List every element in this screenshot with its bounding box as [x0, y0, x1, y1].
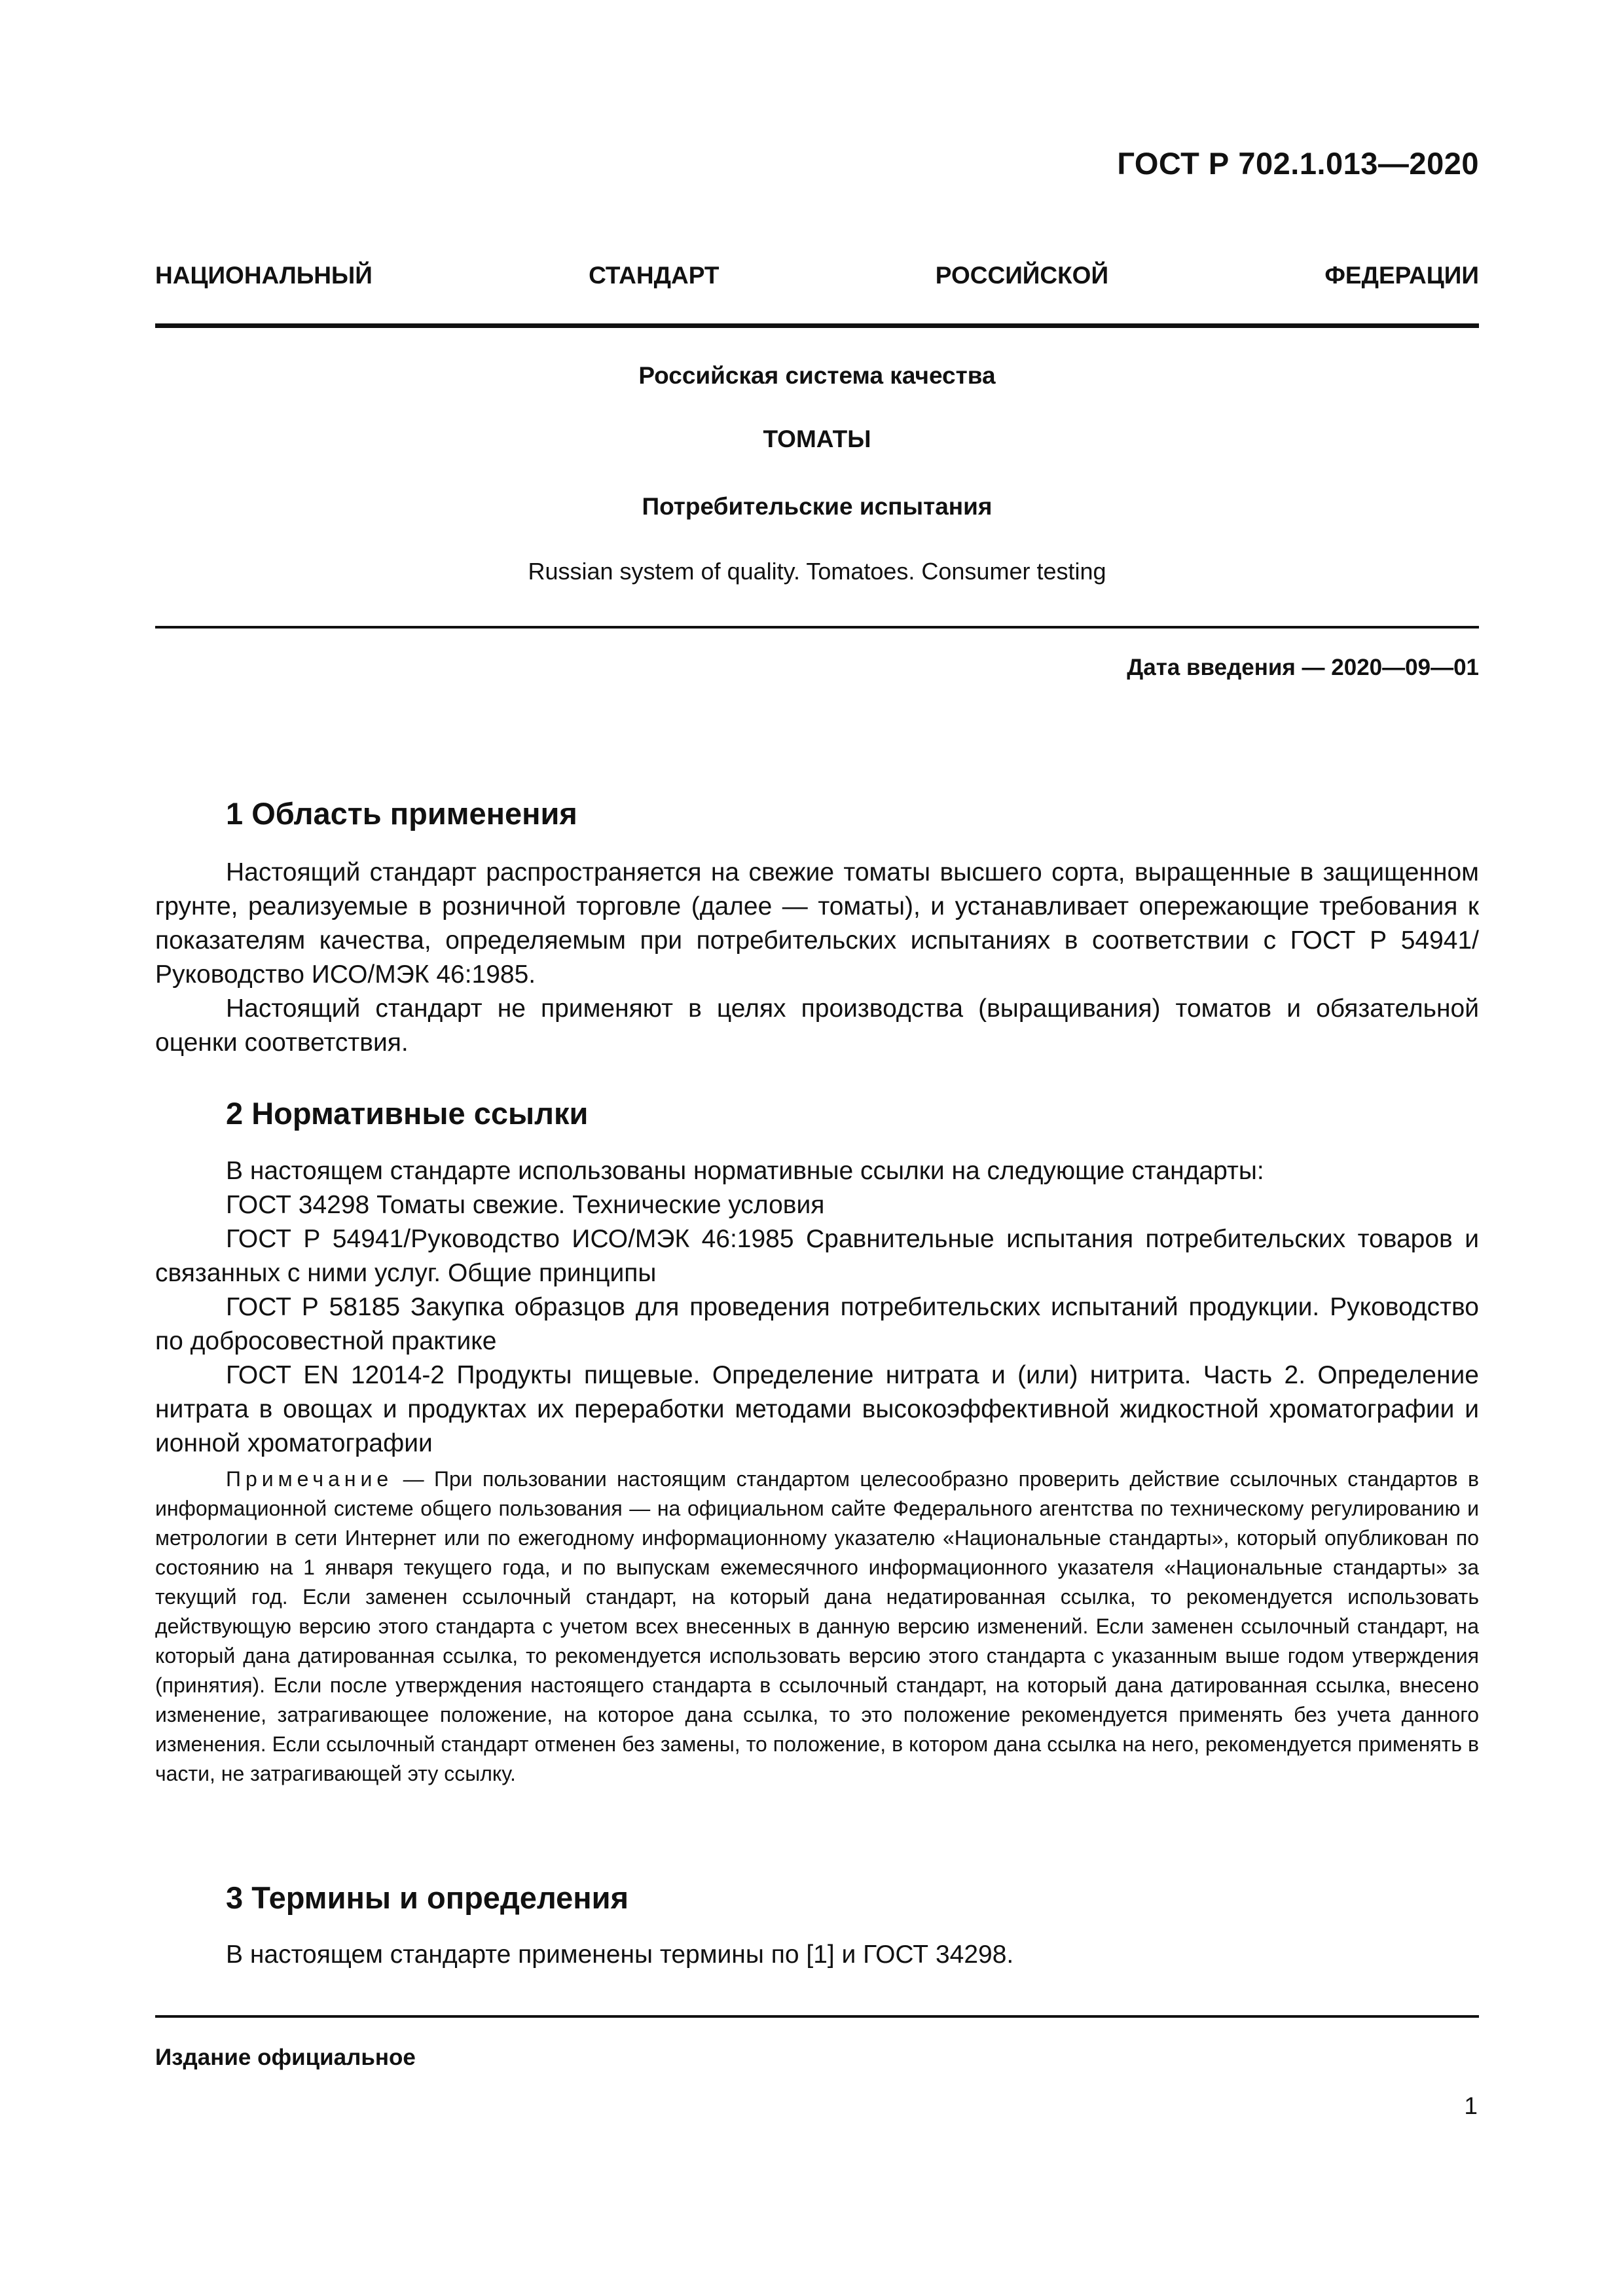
references-intro: В настоящем стандарте использованы нормативные ссылки на следующие стандарты: [226, 1157, 1264, 1185]
reference-item: ГОСТ Р 58185 Закупка образцов для проведения потребительских испытаний продукции. Руководство по добросовестной практике [155, 1293, 1479, 1355]
section-2-body [155, 1154, 1479, 1461]
note-label: Примечание [226, 1467, 393, 1491]
section-3-paragraph: В настоящем стандарте применены термины по [1] и ГОСТ 34298. [226, 1941, 1014, 1969]
english-title: Russian system of quality. Tomatoes. Consumer testing [528, 558, 1106, 585]
note-text: — При пользовании настоящим стандартом целесообразно проверить действие ссылочных стандартов в информационной системе общего пользования — на официальном сайте Федерального агентства по техническому регулированию и метрологии в сети Интернет или по ежегодному информационному указателю «Национальные стандарты», который опубликован по состоянию на 1 января текущего года, и по выпускам ежемесячного информационного указателя «Национальные стандарты» за текущий год. Если заменен ссылочный стандарт, на который дана недатированная ссылка, то рекомендуется использовать действующую версию этого стандарта с учетом всех внесенных в данную версию изменений. Если заменен ссылочный стандарт, на который дана датированная ссылка, то рекомендуется использовать версию этого стандарта с указанным выше годом утверждения (принятия). Если после утверждения настоящего стандарта в ссылочный стандарт, на который дана датированная ссылка, внесено изменение, затрагивающее положение, на которое дана ссылка, то это положение рекомендуется применять без учета данного изменения. Если ссылочный стандарт отменен без замены, то положение, в котором дана ссылка на него, рекомендуется применять в части, не затрагивающей эту ссылку. [155, 1467, 1479, 1785]
official-edition-label: Издание официальное [155, 2045, 416, 2070]
section-1-body [155, 856, 1479, 1060]
section-2-heading: 2 Нормативные ссылки [226, 1096, 589, 1131]
title-divider [155, 626, 1479, 629]
standard-code: ГОСТ Р 702.1.013—2020 [1117, 146, 1479, 181]
reference-item: ГОСТ Р 54941/Руководство ИСО/МЭК 46:1985 Сравнительные испытания потребительских товаров и связанных с ними услуг. Общие принципы [155, 1225, 1479, 1287]
product-title: ТОМАТЫ [763, 426, 871, 452]
section-3-body [155, 1938, 1479, 1972]
reference-item: ГОСТ EN 12014-2 Продукты пищевые. Определение нитрата и (или) нитрита. Часть 2. Определение нитрата в овощах и продуктах их переработки методами высокоэффективной жидкостной хроматографии и ионной хроматографии [155, 1361, 1479, 1457]
quality-system-title: Российская система качества [638, 362, 996, 389]
references-note [155, 1465, 1479, 1789]
section-3-heading: 3 Термины и определения [226, 1880, 629, 1915]
footer-divider [155, 2015, 1479, 2018]
section-1-paragraph: Настоящий стандарт не применяют в целях производства (выращивания) томатов и обязательной оценки соответствия. [155, 994, 1479, 1057]
page-number: 1 [1464, 2092, 1478, 2119]
section-1-paragraph: Настоящий стандарт распространяется на свежие томаты высшего сорта, выращенные в защищенном грунте, реализуемые в розничной торговле (далее — томаты), и устанавливает опережающие требования к показателям качества, определяемым при потребительских испытаниях в соответствии с ГОСТ Р 54941/Руководство ИСО/МЭК 46:1985. [155, 858, 1479, 989]
national-standard-heading: НАЦИОНАЛЬНЫЙ СТАНДАРТ РОССИЙСКОЙ ФЕДЕРАЦИИ [155, 262, 1479, 289]
top-divider [155, 323, 1479, 328]
subject-title: Потребительские испытания [642, 493, 993, 520]
section-1-heading: 1 Область применения [226, 796, 577, 831]
introduction-date: Дата введения — 2020—09—01 [1127, 655, 1479, 680]
reference-item: ГОСТ 34298 Томаты свежие. Технические условия [226, 1191, 825, 1219]
